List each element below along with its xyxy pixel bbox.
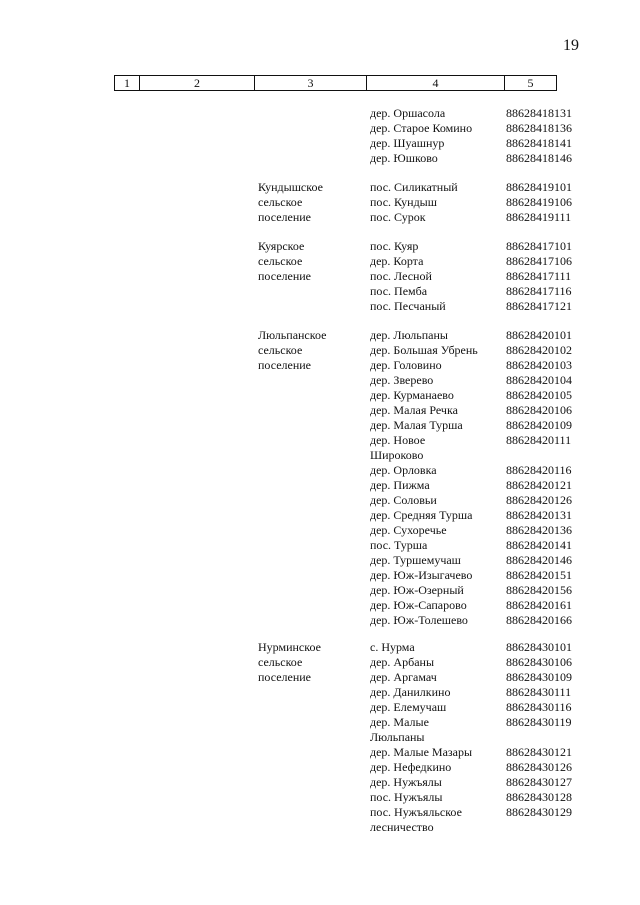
column-header-1: 1 xyxy=(115,76,140,90)
settlement-name: Куярское сельское поселение xyxy=(258,239,312,283)
locality-name: дер. Малая Турша xyxy=(370,418,463,432)
locality-name: пос. Нужъялы xyxy=(370,790,443,804)
locality-name: пос. Песчаный xyxy=(370,299,446,313)
locality-name: пос. Силикатный xyxy=(370,180,458,194)
locality-name: дер. Пижма xyxy=(370,478,430,492)
locality-name: дер. Данилкино xyxy=(370,685,451,699)
oktmo-code: 88628430127 xyxy=(506,775,572,789)
column-header-2: 2 xyxy=(140,76,255,90)
oktmo-code: 88628430111 xyxy=(506,685,572,699)
locality-name: дер. Туршемучаш xyxy=(370,553,461,567)
oktmo-code: 88628418141 xyxy=(506,136,572,150)
locality-name: пос. Пемба xyxy=(370,284,428,298)
column-header-3: 3 xyxy=(255,76,367,90)
locality-name: дер. Шуашнур xyxy=(370,136,445,150)
oktmo-code: 88628419106 xyxy=(506,195,572,209)
oktmo-code: 88628418136 xyxy=(506,121,572,135)
oktmo-code: 88628420106 xyxy=(506,403,572,417)
locality-name: дер. Зверево xyxy=(370,373,434,387)
page-number: 19 xyxy=(563,37,579,54)
oktmo-code: 88628420166 xyxy=(506,613,572,627)
locality-name: пос. Кундыш xyxy=(370,195,437,209)
locality-name: дер. Старое Комино xyxy=(370,121,473,135)
locality-name: дер. Малые Люльпаны xyxy=(370,715,429,744)
oktmo-code: 88628420131 xyxy=(506,508,572,522)
locality-name: дер. Аргамач xyxy=(370,670,437,684)
oktmo-code: 88628419101 xyxy=(506,180,572,194)
locality-name: дер. Курманаево xyxy=(370,388,454,402)
locality-name: дер. Малые Мазары xyxy=(370,745,473,759)
oktmo-code: 88628430126 xyxy=(506,760,572,774)
locality-name: дер. Средняя Турша xyxy=(370,508,473,522)
oktmo-code: 88628430119 xyxy=(506,715,572,729)
locality-name: дер. Арбаны xyxy=(370,655,435,669)
oktmo-code: 88628420103 xyxy=(506,358,572,372)
oktmo-code: 88628430109 xyxy=(506,670,572,684)
locality-name: дер. Юж-Изыгачево xyxy=(370,568,473,582)
oktmo-code: 88628420102 xyxy=(506,343,572,357)
locality-name: дер. Юж-Сапарово xyxy=(370,598,467,612)
oktmo-code: 88628420121 xyxy=(506,478,572,492)
oktmo-code: 88628420146 xyxy=(506,553,572,567)
oktmo-code: 88628430121 xyxy=(506,745,572,759)
oktmo-code: 88628430128 xyxy=(506,790,572,804)
oktmo-code: 88628430101 xyxy=(506,640,572,654)
locality-name: дер. Нефедкино xyxy=(370,760,452,774)
column-header-5: 5 xyxy=(527,76,534,90)
oktmo-code: 88628417116 xyxy=(506,284,572,298)
locality-name: дер. Новое Широково xyxy=(370,433,426,462)
locality-name: пос. Турша xyxy=(370,538,428,552)
locality-name: дер. Малая Речка xyxy=(370,403,458,417)
oktmo-code: 88628420101 xyxy=(506,328,572,342)
locality-name: дер. Головино xyxy=(370,358,442,372)
oktmo-code: 88628420111 xyxy=(506,433,572,447)
locality-name: дер. Елемучаш xyxy=(370,700,447,714)
locality-name: дер. Юшково xyxy=(370,151,438,165)
settlement-name: Нурминское сельское поселение xyxy=(258,640,321,684)
oktmo-code: 88628418131 xyxy=(506,106,572,120)
oktmo-code: 88628420156 xyxy=(506,583,572,597)
oktmo-code: 88628420151 xyxy=(506,568,572,582)
locality-name: пос. Нужъяльское лесничество xyxy=(370,805,462,834)
oktmo-code: 88628417101 xyxy=(506,239,572,253)
oktmo-code: 88628420105 xyxy=(506,388,572,402)
oktmo-code: 88628430106 xyxy=(506,655,572,669)
oktmo-code: 88628420104 xyxy=(506,373,572,387)
locality-name: с. Нурма xyxy=(370,640,415,654)
oktmo-code: 88628420141 xyxy=(506,538,572,552)
oktmo-code: 88628420126 xyxy=(506,493,572,507)
locality-name: дер. Нужъялы xyxy=(370,775,442,789)
locality-name: дер. Соловьи xyxy=(370,493,437,507)
oktmo-code: 88628420116 xyxy=(506,463,572,477)
table-header-row xyxy=(114,75,557,91)
oktmo-code: 88628418146 xyxy=(506,151,572,165)
oktmo-code: 88628420161 xyxy=(506,598,572,612)
locality-name: дер. Оршасола xyxy=(370,106,446,120)
locality-name: дер. Люльпаны xyxy=(370,328,448,342)
oktmo-code: 88628419111 xyxy=(506,210,572,224)
locality-name: пос. Сурок xyxy=(370,210,426,224)
locality-name: дер. Большая Убрень xyxy=(370,343,478,357)
locality-name: дер. Юж-Толешево xyxy=(370,613,468,627)
locality-name: дер. Сухоречье xyxy=(370,523,447,537)
oktmo-code: 88628430116 xyxy=(506,700,572,714)
oktmo-code: 88628420136 xyxy=(506,523,572,537)
oktmo-code: 88628417106 xyxy=(506,254,572,268)
column-header-4: 4 xyxy=(367,76,505,90)
oktmo-code: 88628430129 xyxy=(506,805,572,819)
locality-name: дер. Орловка xyxy=(370,463,437,477)
locality-name: пос. Лесной xyxy=(370,269,432,283)
oktmo-code: 88628420109 xyxy=(506,418,572,432)
oktmo-code: 88628417121 xyxy=(506,299,572,313)
locality-name: дер. Корта xyxy=(370,254,424,268)
settlement-name: Кундышское сельское поселение xyxy=(258,180,323,224)
locality-name: пос. Куяр xyxy=(370,239,419,253)
locality-name: дер. Юж-Озерный xyxy=(370,583,464,597)
oktmo-code: 88628417111 xyxy=(506,269,572,283)
settlement-name: Люльпанское сельское поселение xyxy=(258,328,327,372)
